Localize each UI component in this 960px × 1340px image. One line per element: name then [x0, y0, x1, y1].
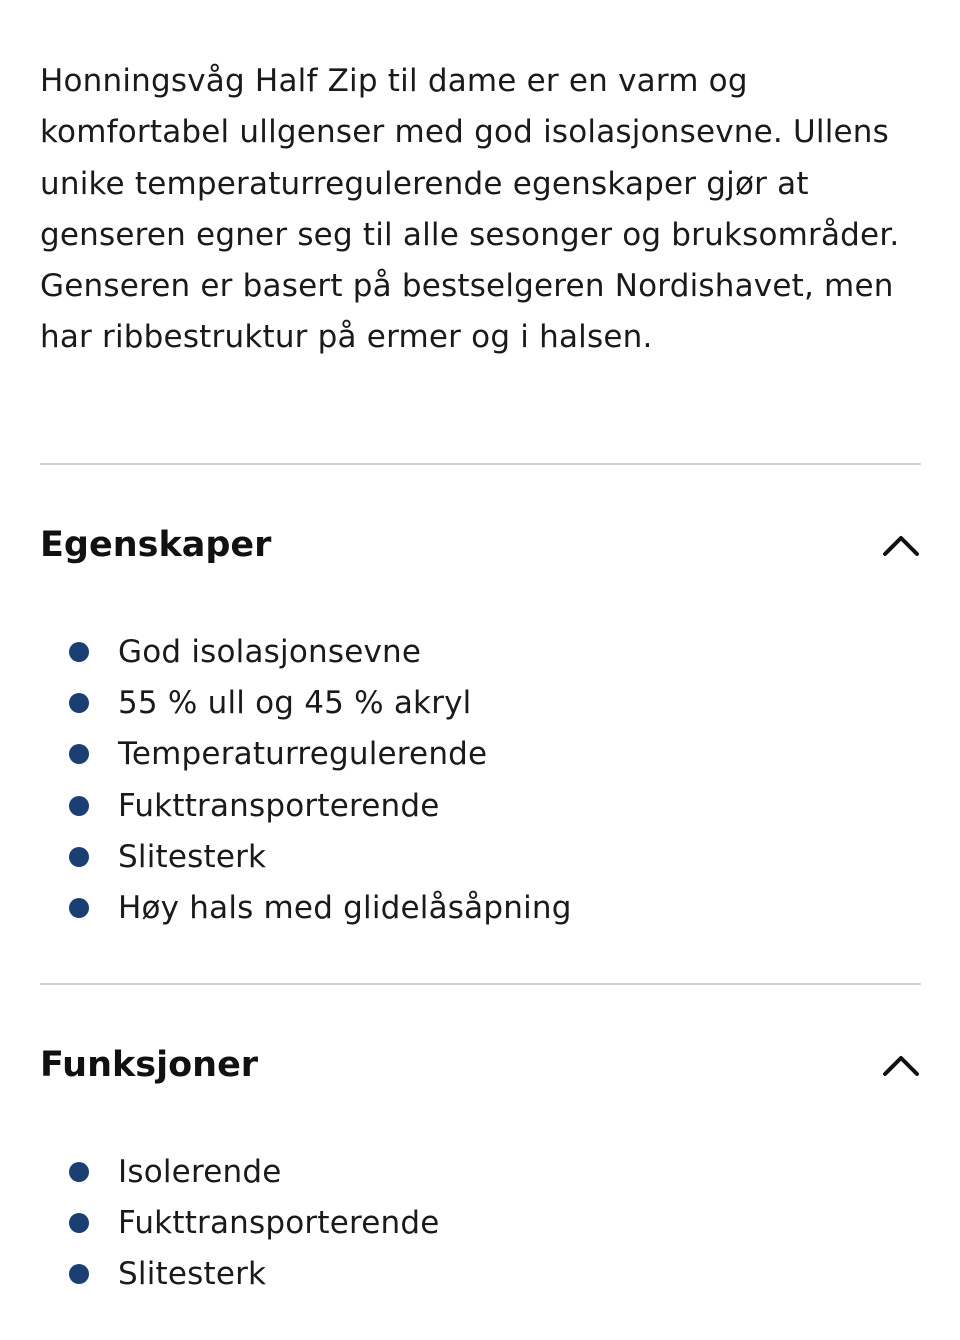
bullet-icon — [69, 1213, 89, 1233]
list-item-label: Fukttransporterende — [118, 787, 440, 824]
list-item — [40, 780, 572, 831]
section-title: Egenskaper — [40, 525, 272, 565]
bullet-icon — [69, 693, 89, 713]
chevron-up-icon[interactable] — [881, 525, 921, 565]
egenskaper-list — [40, 626, 572, 934]
list-item-label: Fukttransporterende — [118, 1204, 440, 1241]
list-item — [40, 677, 572, 728]
list-item-label: Slitesterk — [118, 1256, 267, 1293]
bullet-icon — [69, 796, 89, 816]
product-description: Honningsvåg Half Zip til dame er en varm og komfortabel ullgenser med god isolasjonsevne. Ullens unike temperaturregulerende egenskaper gjør at genseren egner seg til alle sesonger og bruksområder. Genseren er basert på bestselgeren Nordishavet, men har ribbestruktur på ermer og i halsen. — [40, 63, 900, 356]
section-divider — [40, 463, 921, 465]
list-item — [40, 831, 572, 882]
list-item-label: Høy hals med glidelåsåpning — [118, 890, 572, 927]
list-item — [40, 626, 572, 677]
list-item-label: Temperaturregulerende — [118, 736, 488, 773]
list-item — [40, 729, 572, 780]
funksjoner-list — [40, 1146, 440, 1300]
section-header-funksjoner[interactable] — [40, 1035, 921, 1095]
list-item — [40, 882, 572, 933]
list-item-label: Slitesterk — [118, 838, 267, 875]
list-item-label: God isolasjonsevne — [118, 633, 422, 670]
bullet-icon — [69, 744, 89, 764]
list-item — [40, 1197, 440, 1248]
section-divider — [40, 983, 921, 985]
bullet-icon — [69, 847, 89, 867]
bullet-icon — [69, 1264, 89, 1284]
list-item — [40, 1146, 440, 1197]
bullet-icon — [69, 898, 89, 918]
list-item-label: 55 % ull og 45 % akryl — [118, 684, 472, 721]
section-title: Funksjoner — [40, 1045, 259, 1085]
chevron-up-icon[interactable] — [881, 1045, 921, 1085]
bullet-icon — [69, 642, 89, 662]
bullet-icon — [69, 1162, 89, 1182]
list-item-label: Isolerende — [118, 1153, 282, 1190]
section-header-egenskaper[interactable] — [40, 515, 921, 575]
list-item — [40, 1249, 440, 1300]
